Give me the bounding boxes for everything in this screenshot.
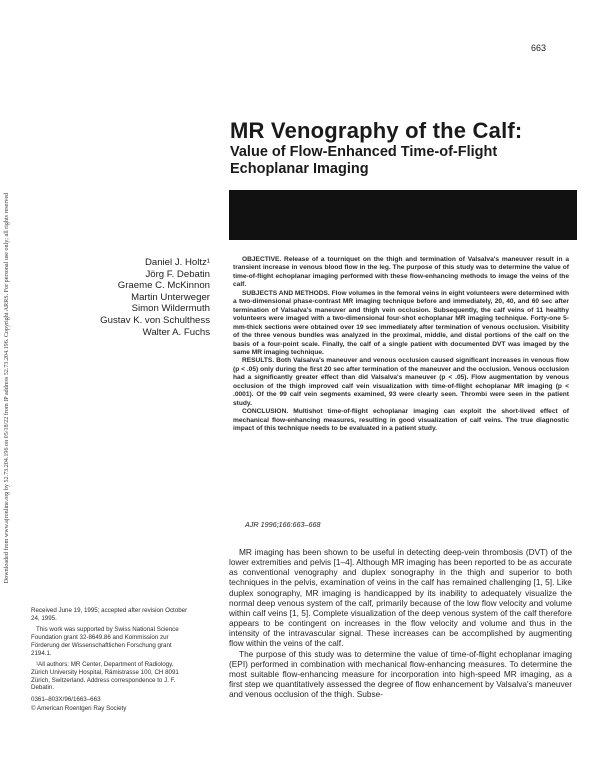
abstract — [233, 256, 569, 434]
abstract-methods — [233, 290, 569, 358]
author-name: Jörg F. Debatin — [145, 268, 210, 280]
abstract-text: Multishot time-of-flight echoplanar imaging can exploit the short-lived effect of mechanical flow-enhancing measures, resulting in good visualization of calf veins. The true diagnostic impact of this technique needs to be evaluated in a patient study. — [233, 408, 569, 433]
abstract-results — [233, 357, 569, 408]
abstract-text: Release of a tourniquet on the thigh and termination of Valsalva's maneuver result in a transient increase in venous blood flow in the leg. The purpose of this study was to determine the value of time-of-flight echoplanar imaging performed with these flow-enhancing methods to image the veins of the calf. — [233, 256, 569, 289]
abstract-objective — [233, 256, 569, 290]
abstract-text: Flow volumes in the femoral veins in eight volunteers were determined with a two-dimensional phase-contrast MR imaging technique before and immediately, 20, 40, and 60 sec after termination of Valsalva's maneuver and thigh vein occlusion. Subsequently, the calf veins of 11 healthy volunteers were imaged with a two-dimensional four-shot echoplanar MR imaging technique. Forty-one 5-mm-thick sections were obtained over 19 sec immediately after termination of venous occlusion. Visibility of the three venous bundles was analyzed in the proximal, middle, and distal portions of the calf on the basis of a four-point scale. Finally, the calf of a single patient with documented DVT was imaged by the same MR imaging technique. — [233, 289, 569, 356]
author-name: Walter A. Fuchs — [142, 326, 210, 338]
download-notice-text: Downloaded from www.ajronline.org by 52.73.204.196 on 05/18/22 from IP address 52.73.204.196. Copyright ARRS. For personal use only; all rights reserved — [4, 192, 10, 584]
abstract-heading: OBJECTIVE. — [242, 256, 282, 263]
abstract-heading: SUBJECTS AND METHODS. — [242, 289, 330, 297]
article-subtitle-line-1: Value of Flow-Enhanced Time-of-Flight — [230, 144, 498, 160]
footnotes — [31, 607, 191, 716]
download-notice — [0, 0, 14, 776]
abstract-conclusion — [233, 408, 569, 433]
body-paragraph: The purpose of this study was to determine the value of time-of-flight echoplanar imaging (EPI) performed in combination with mechanical flow-enhancing measures. To determine the most suitable flow-enhancing measure for incorporation into high-speed MR imaging, as a first step we quantitatively assessed the degree of flow enhancement by Valsalva's maneuver and venous occlusion of the thigh. Subse- — [229, 648, 572, 700]
body-text — [229, 547, 572, 699]
abstract-heading: RESULTS. — [242, 357, 275, 365]
journal-citation: AJR 1996;166:663–668 — [245, 520, 321, 529]
footnote-funding: This work was supported by Swiss National Science Foundation grant 32-8649.86 and Kommission zur Förderung der Wissenschaftlichen Forschung grant 2194.1. — [31, 626, 179, 657]
article-subtitle-line-2: Echoplanar Imaging — [230, 161, 369, 177]
footnote-issn: 0361–803X/96/1663–663 — [31, 696, 101, 704]
author-list — [30, 257, 210, 338]
black-header-band — [229, 190, 577, 240]
author-name: Graeme C. McKinnon — [117, 280, 210, 292]
footnote-copyright: © American Roentgen Ray Society — [31, 704, 127, 712]
page-number: 663 — [531, 43, 547, 53]
author-name: Gustav K. von Schulthess — [100, 314, 210, 326]
title-block — [230, 118, 570, 178]
abstract-text: Both Valsalva's maneuver and venous occlusion caused significant increases in venous flow (p < .05) only during the first 20 sec after termination of the maneuver and the occlusion. Venous occlusion had a significantly greater effect than did Valsalva's maneuver (p < .05). Flow augmentation by venous occlusion of the thigh improved calf vein visualization with time-of-flight echoplanar MR imaging (p < .0001). Of the 99 calf vein segments examined, 93 were clearly seen. Thrombi were seen in the patient study. — [233, 357, 569, 407]
author-name: Simon Wildermuth — [131, 303, 210, 315]
article-title: MR Venography of the Calf: — [230, 118, 523, 143]
author-name: Martin Unterweger — [131, 291, 210, 303]
footnote-affiliation: ¹All authors: MR Center, Department of Radiology, Zürich University Hospital, Rämistrasse 100, CH 8091 Zürich, Switzerland. Address correspondence to J. F. Debatin. — [31, 661, 179, 692]
abstract-heading: CONCLUSION. — [242, 408, 289, 416]
body-paragraph: MR imaging has been shown to be useful in detecting deep-vein thrombosis (DVT) of the lower extremities and pelvis [1–4]. Although MR imaging has been reported to be as accurate as conventional venography and duplex sonography in the thigh and superior to both techniques in the pelvis, examination of veins in the calf has remained challenging [1, 5]. Like duplex sonography, MR imaging is handicapped by its inability to adequately visualize the normal deep venous system of the calf, primarily because of the low flow velocity and volume within calf veins [1, 5]. Complete visualization of the deep venous system of the calf therefore appears to be contingent on increases in the flow velocity and volume and thus in the intensity of the intravascular signal. These increases can be accomplished by augmenting flow within the veins of the calf. — [229, 547, 572, 649]
author-name: Daniel J. Holtz¹ — [144, 257, 210, 268]
footnote-received: Received June 19, 1995; accepted after revision October 24, 1995. — [31, 607, 188, 622]
